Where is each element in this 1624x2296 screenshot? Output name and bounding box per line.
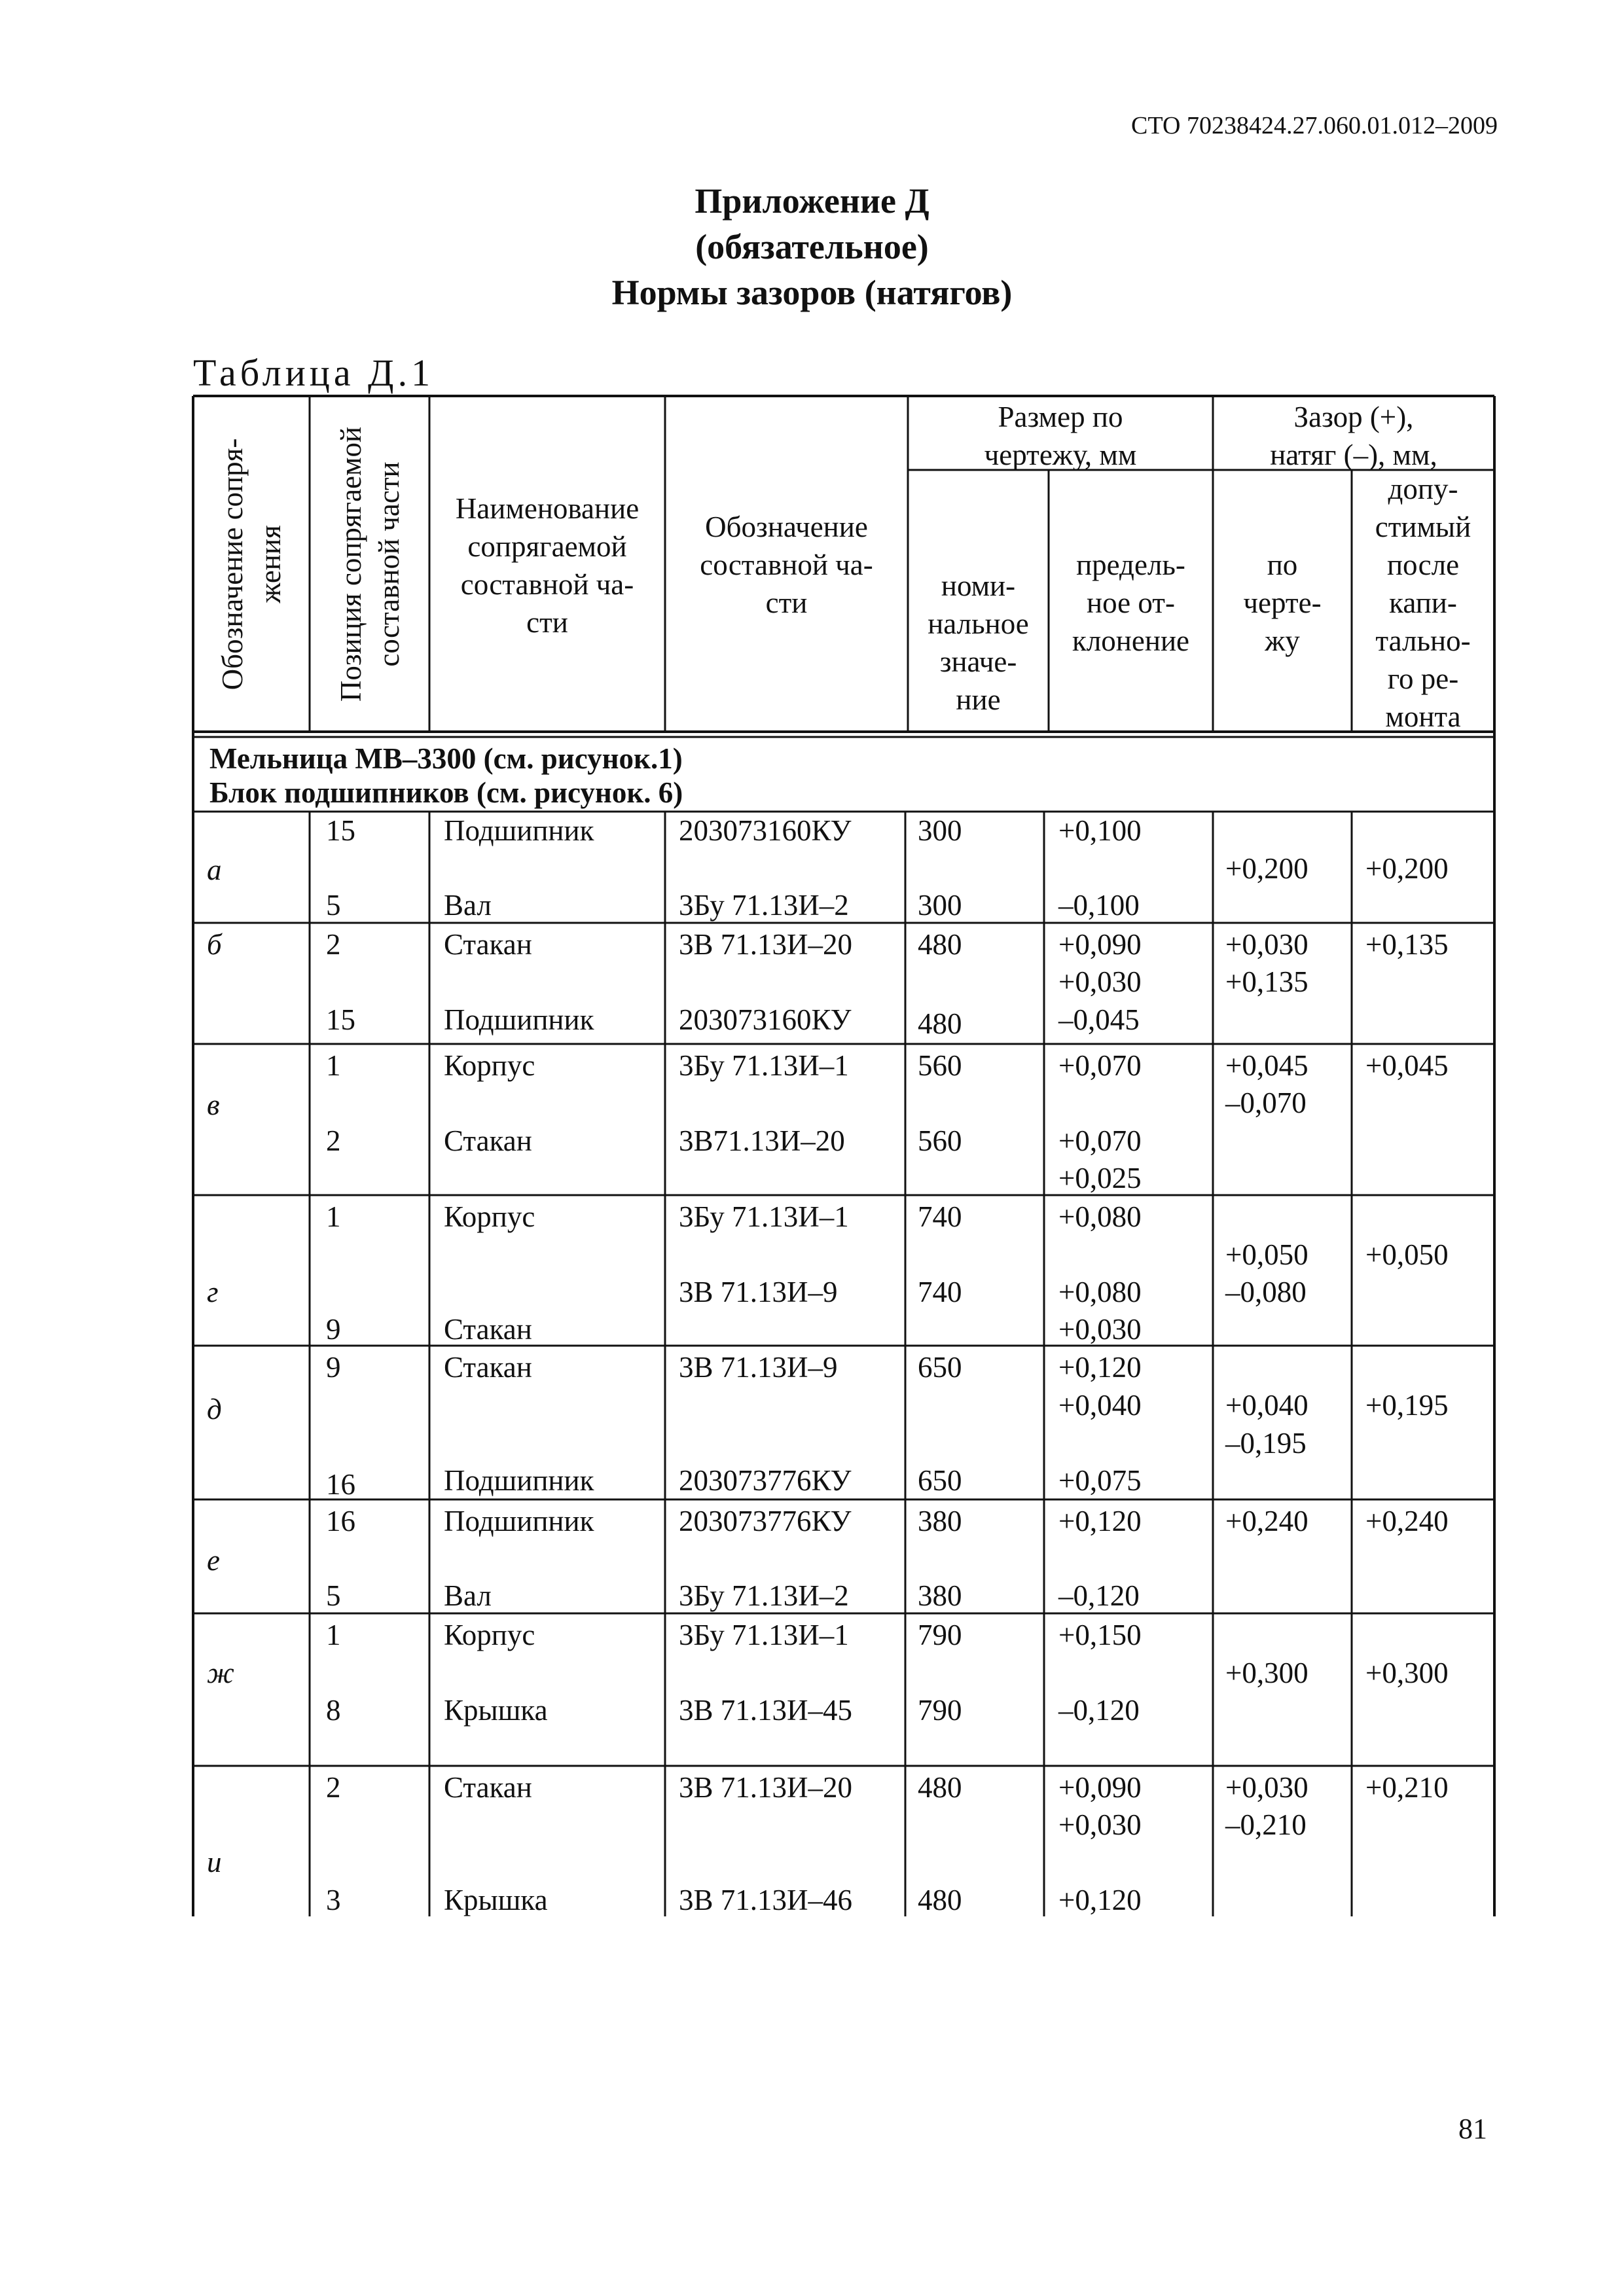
cell-deviation: –0,045 (1058, 1003, 1140, 1036)
header-joint-designation-text: Обозначение сопря- жения (216, 438, 287, 690)
cell-deviation: +0,040 (1058, 1389, 1142, 1422)
cell-part-designation: 3Бу 71.13И–1 (679, 1200, 849, 1233)
table-caption: Таблица Д.1 (193, 351, 435, 394)
cell-position: 15 (326, 1003, 355, 1036)
cell-part-designation: 3В71.13И–20 (679, 1124, 845, 1157)
cell-part-name: Стакан (444, 1124, 532, 1157)
cell-part-name: Крышка (444, 1694, 548, 1727)
cell-part-designation: 3В 71.13И–9 (679, 1351, 838, 1384)
cell-position: 1 (326, 1619, 341, 1651)
header-part-name: Наименование сопрягаемой составной ча- сти (455, 492, 640, 639)
cell-by-drawing: –0,070 (1225, 1086, 1307, 1119)
cell-position: 1 (326, 1049, 341, 1082)
cell-deviation: +0,120 (1058, 1505, 1142, 1537)
cell-nominal: 790 (918, 1694, 962, 1727)
section-title-bearing-block: Блок подшипников (см. рисунок. 6) (209, 776, 683, 809)
header-part-position (310, 396, 429, 732)
cell-deviation: –0,100 (1058, 889, 1140, 922)
header-part-designation: Обозначение составной ча- сти (700, 511, 873, 619)
cell-by-drawing: +0,300 (1225, 1657, 1308, 1689)
header-clearance-interference: Зазор (+), натяг (–), мм, (1270, 401, 1437, 471)
joint-mark: е (207, 1544, 220, 1577)
appendix-subject: Нормы зазоров (натягов) (611, 273, 1013, 312)
cell-part-designation: 3В 71.13И–9 (679, 1276, 838, 1308)
cell-position: 16 (326, 1468, 355, 1501)
cell-part-designation: 3Бу 71.13И–1 (679, 1049, 849, 1082)
appendix-title: Приложение Д (695, 181, 929, 221)
cell-by-drawing: +0,135 (1225, 965, 1308, 998)
cell-nominal: 560 (918, 1049, 962, 1082)
cell-by-drawing: +0,030 (1225, 928, 1308, 961)
appendix-status: (обязательное) (695, 227, 929, 266)
cell-nominal: 650 (918, 1464, 962, 1497)
cell-by-drawing: +0,200 (1225, 852, 1308, 885)
header-part-position-text: Позиция сопрягаемой составной части (334, 426, 405, 702)
cell-part-name: Корпус (444, 1200, 535, 1233)
cell-position: 3 (326, 1884, 341, 1916)
cell-by-drawing: +0,030 (1225, 1771, 1308, 1804)
cell-position: 15 (326, 814, 355, 847)
cell-allowed: +0,210 (1365, 1771, 1449, 1804)
cell-deviation: +0,030 (1058, 1313, 1142, 1346)
cell-deviation: +0,030 (1058, 1808, 1142, 1841)
cell-position: 2 (326, 1771, 341, 1804)
cell-deviation: –0,120 (1058, 1579, 1140, 1612)
cell-nominal: 740 (918, 1276, 962, 1308)
header-joint-designation (193, 396, 310, 732)
cell-part-name: Корпус (444, 1619, 535, 1651)
header-limit-deviation: предель- ное от- клонение (1072, 548, 1189, 657)
cell-part-designation: 3Бу 71.13И–2 (679, 1579, 849, 1612)
cell-deviation: +0,090 (1058, 928, 1142, 961)
cell-deviation: +0,080 (1058, 1276, 1142, 1308)
section-title-mill: Мельница МВ–3300 (см. рисунок.1) (209, 742, 683, 775)
cell-part-designation: 3В 71.13И–20 (679, 928, 853, 961)
cell-part-name: Вал (444, 889, 492, 922)
cell-part-designation: 203073776КУ (679, 1505, 852, 1537)
cell-nominal: 740 (918, 1200, 962, 1233)
cell-allowed: +0,045 (1365, 1049, 1449, 1082)
cell-part-designation: 3Бу 71.13И–2 (679, 889, 849, 922)
cell-position: 2 (326, 928, 341, 961)
cell-deviation: +0,120 (1058, 1351, 1142, 1384)
cell-nominal: 790 (918, 1619, 962, 1651)
page-number: 81 (1458, 2113, 1487, 2145)
cell-nominal: 480 (918, 1771, 962, 1804)
cell-deviation: +0,025 (1058, 1162, 1142, 1194)
cell-by-drawing: +0,050 (1225, 1238, 1308, 1271)
cell-by-drawing: –0,080 (1225, 1276, 1307, 1308)
cell-allowed: +0,195 (1365, 1389, 1449, 1422)
cell-deviation: +0,070 (1058, 1049, 1142, 1082)
cell-part-designation: 3В 71.13И–46 (679, 1884, 853, 1916)
cell-deviation: +0,030 (1058, 965, 1142, 998)
header-by-drawing: по черте- жу (1243, 548, 1322, 657)
cell-position: 16 (326, 1505, 355, 1537)
cell-nominal: 480 (918, 928, 962, 961)
appendix-heading (0, 178, 1624, 315)
cell-allowed: +0,200 (1365, 852, 1449, 885)
cell-deviation: –0,120 (1058, 1694, 1140, 1727)
cell-allowed: +0,240 (1365, 1505, 1449, 1537)
cell-nominal: 480 (918, 1884, 962, 1916)
cell-nominal: 380 (918, 1579, 962, 1612)
cell-allowed: +0,050 (1365, 1238, 1449, 1271)
cell-position: 5 (326, 889, 341, 922)
joint-mark: г (207, 1276, 219, 1308)
cell-by-drawing: –0,195 (1225, 1427, 1307, 1460)
document-code: СТО 70238424.27.060.01.012–2009 (1131, 112, 1498, 139)
cell-deviation: +0,100 (1058, 814, 1142, 847)
cell-allowed: +0,135 (1365, 928, 1449, 961)
joint-mark: ж (207, 1657, 234, 1689)
header-allowed-after-repair: допу- стимый после капи- тально- го ре- монта (1375, 473, 1471, 733)
joint-mark: и (207, 1846, 222, 1878)
cell-by-drawing: –0,210 (1225, 1808, 1307, 1841)
cell-part-designation: 203073160КУ (679, 814, 852, 847)
cell-nominal: 480 (918, 1007, 962, 1040)
cell-nominal: 650 (918, 1351, 962, 1384)
cell-nominal: 300 (918, 889, 962, 922)
cell-nominal: 300 (918, 814, 962, 847)
cell-deviation: +0,120 (1058, 1884, 1142, 1916)
cell-deviation: +0,070 (1058, 1124, 1142, 1157)
joint-mark: в (207, 1088, 220, 1121)
cell-position: 2 (326, 1124, 341, 1157)
joint-mark: а (207, 853, 222, 886)
cell-allowed: +0,300 (1365, 1657, 1449, 1689)
joint-mark: д (207, 1393, 222, 1426)
cell-deviation: +0,075 (1058, 1464, 1142, 1497)
cell-position: 9 (326, 1313, 341, 1346)
cell-part-designation: 203073776КУ (679, 1464, 852, 1497)
cell-part-name: Стакан (444, 1351, 532, 1384)
cell-nominal: 380 (918, 1505, 962, 1537)
cell-part-name: Вал (444, 1579, 492, 1612)
cell-part-designation: 3Бу 71.13И–1 (679, 1619, 849, 1651)
cell-part-name: Подшипник (444, 814, 594, 847)
header-nominal-value: номи- нальное значе- ние (928, 569, 1029, 716)
cell-deviation: +0,080 (1058, 1200, 1142, 1233)
cell-deviation: +0,150 (1058, 1619, 1142, 1651)
joint-mark: б (207, 928, 222, 961)
cell-part-designation: 3В 71.13И–20 (679, 1771, 853, 1804)
cell-position: 9 (326, 1351, 341, 1384)
cell-part-name: Стакан (444, 1771, 532, 1804)
cell-part-name: Крышка (444, 1884, 548, 1916)
cell-part-name: Подшипник (444, 1003, 594, 1036)
cell-by-drawing: +0,045 (1225, 1049, 1308, 1082)
cell-position: 8 (326, 1694, 341, 1727)
cell-position: 5 (326, 1579, 341, 1612)
cell-part-designation: 3В 71.13И–45 (679, 1694, 853, 1727)
cell-part-name: Подшипник (444, 1464, 594, 1497)
cell-deviation: +0,090 (1058, 1771, 1142, 1804)
cell-by-drawing: +0,240 (1225, 1505, 1308, 1537)
cell-part-name: Подшипник (444, 1505, 594, 1537)
cell-nominal: 560 (918, 1124, 962, 1157)
header-drawing-size: Размер по чертежу, мм (984, 401, 1137, 471)
cell-part-name: Стакан (444, 928, 532, 961)
cell-part-name: Корпус (444, 1049, 535, 1082)
cell-part-name: Стакан (444, 1313, 532, 1346)
cell-by-drawing: +0,040 (1225, 1389, 1308, 1422)
cell-position: 1 (326, 1200, 341, 1233)
cell-part-designation: 203073160КУ (679, 1003, 852, 1036)
